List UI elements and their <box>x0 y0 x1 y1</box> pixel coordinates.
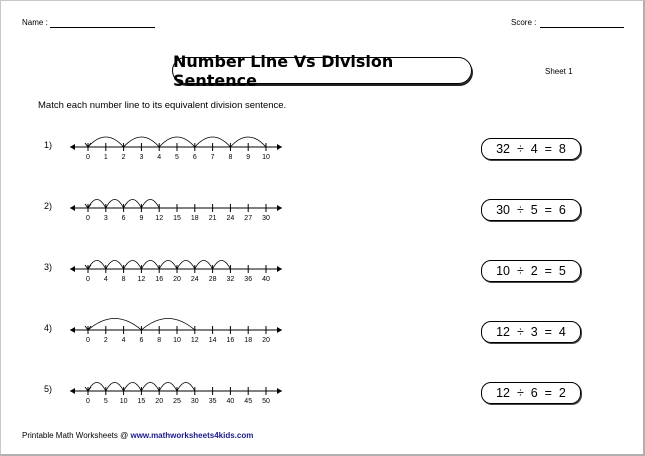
tick-label: 7 <box>210 154 215 161</box>
tick-label: 9 <box>246 154 251 161</box>
tick-label: 20 <box>173 276 181 283</box>
tick-label: 18 <box>190 215 199 222</box>
jump-arc <box>88 383 106 392</box>
jump-arc <box>106 261 124 270</box>
number-line <box>68 128 290 162</box>
tick-label: 16 <box>226 337 235 344</box>
division-sentence: 12 ÷ 6 = 2 <box>496 386 566 400</box>
division-sentence: 10 ÷ 2 = 5 <box>496 264 566 278</box>
tick-label: 0 <box>86 215 90 222</box>
arrow-left-icon <box>70 205 75 211</box>
jump-arc <box>88 319 141 331</box>
arrow-left-icon <box>70 327 75 333</box>
problem-number: 3) <box>44 262 53 272</box>
tick-label: 16 <box>155 276 164 283</box>
problem-number: 1) <box>44 140 53 150</box>
tick-label: 12 <box>137 276 146 283</box>
jump-arc <box>195 261 213 270</box>
tick-label: 9 <box>139 215 144 222</box>
tick-label: 4 <box>157 154 162 161</box>
tick-label: 24 <box>190 276 199 283</box>
division-sentence-box[interactable] <box>481 199 581 221</box>
tick-label: 10 <box>262 154 270 161</box>
name-label: Name : <box>22 18 48 27</box>
arrow-left-icon <box>70 144 75 150</box>
division-sentence: 30 ÷ 5 = 6 <box>496 203 566 217</box>
number-line <box>68 372 290 406</box>
jump-arc <box>106 200 124 209</box>
tick-label: 5 <box>175 154 179 161</box>
tick-label: 8 <box>157 337 162 344</box>
tick-label: 3 <box>103 215 108 222</box>
tick-label: 20 <box>262 337 270 344</box>
tick-label: 45 <box>244 398 253 405</box>
tick-label: 6 <box>139 337 144 344</box>
jump-arc <box>159 261 177 270</box>
tick-label: 14 <box>208 337 217 344</box>
tick-label: 10 <box>173 337 181 344</box>
tick-label: 15 <box>173 215 181 222</box>
tick-label: 1 <box>103 154 108 161</box>
tick-label: 36 <box>244 276 253 283</box>
tick-label: 6 <box>121 215 126 222</box>
name-field[interactable] <box>50 27 155 28</box>
tick-label: 0 <box>86 398 90 405</box>
jump-arc <box>106 383 124 392</box>
tick-label: 10 <box>119 398 128 405</box>
footer <box>22 431 253 440</box>
problem-number: 2) <box>44 201 53 211</box>
arrow-left-icon <box>70 266 75 272</box>
tick-label: 25 <box>173 398 181 405</box>
division-sentence-box[interactable] <box>481 138 581 160</box>
tick-label: 35 <box>208 398 217 405</box>
tick-label: 40 <box>226 398 235 405</box>
tick-label: 40 <box>262 276 270 283</box>
jump-arc <box>141 200 159 209</box>
tick-label: 4 <box>103 276 108 283</box>
tick-label: 20 <box>155 398 164 405</box>
division-sentence-box[interactable] <box>481 382 581 404</box>
tick-label: 30 <box>190 398 199 405</box>
tick-label: 18 <box>244 337 253 344</box>
tick-label: 0 <box>86 337 90 344</box>
tick-label: 30 <box>262 215 270 222</box>
footer-prefix: Printable Math Worksheets @ <box>22 431 131 440</box>
tick-label: 24 <box>226 215 235 222</box>
tick-label: 32 <box>226 276 235 283</box>
jump-arc <box>177 383 195 392</box>
sheet-label: Sheet 1 <box>545 67 573 76</box>
arrow-left-icon <box>70 388 75 394</box>
tick-label: 6 <box>192 154 197 161</box>
tick-label: 8 <box>228 154 233 161</box>
score-field[interactable] <box>540 27 624 28</box>
jump-arc <box>213 261 231 270</box>
division-sentence-box[interactable] <box>481 260 581 282</box>
instruction-text: Match each number line to its equivalent division sentence. <box>38 100 287 111</box>
jump-arc <box>124 200 142 209</box>
score-label: Score : <box>511 18 537 27</box>
arrow-right-icon <box>277 144 282 150</box>
number-line <box>68 250 290 284</box>
tick-label: 12 <box>155 215 164 222</box>
arrow-right-icon <box>277 327 282 333</box>
jump-arc <box>177 261 195 270</box>
problem-number: 4) <box>44 323 53 333</box>
jump-arc <box>141 261 159 270</box>
number-line <box>68 189 290 223</box>
jump-arc <box>141 383 159 392</box>
tick-label: 2 <box>103 337 108 344</box>
tick-label: 5 <box>103 398 108 405</box>
division-sentence: 32 ÷ 4 = 8 <box>496 142 566 156</box>
tick-label: 27 <box>244 215 253 222</box>
number-line <box>68 311 290 345</box>
tick-label: 8 <box>121 276 126 283</box>
tick-label: 21 <box>208 215 217 222</box>
jump-arc <box>159 383 177 392</box>
page-title-text: Number Line Vs Division Sentence <box>173 51 394 90</box>
tick-label: 28 <box>208 276 217 283</box>
footer-link[interactable]: www.mathworksheets4kids.com <box>130 431 254 440</box>
jump-arc <box>88 261 106 270</box>
problem-number: 5) <box>44 384 53 394</box>
jump-arc <box>124 383 142 392</box>
jump-arc <box>88 200 106 209</box>
arrow-right-icon <box>277 388 282 394</box>
tick-label: 0 <box>86 154 90 161</box>
arrow-right-icon <box>277 205 282 211</box>
arrow-right-icon <box>277 266 282 272</box>
tick-label: 3 <box>139 154 144 161</box>
division-sentence: 12 ÷ 3 = 4 <box>496 325 566 339</box>
tick-label: 15 <box>137 398 146 405</box>
tick-label: 50 <box>262 398 270 405</box>
jump-arc <box>141 319 194 331</box>
page-title <box>172 51 472 90</box>
tick-label: 2 <box>121 154 126 161</box>
tick-label: 4 <box>121 337 126 344</box>
tick-label: 0 <box>86 276 90 283</box>
tick-label: 12 <box>190 337 199 344</box>
division-sentence-box[interactable] <box>481 321 581 343</box>
jump-arc <box>124 261 142 270</box>
